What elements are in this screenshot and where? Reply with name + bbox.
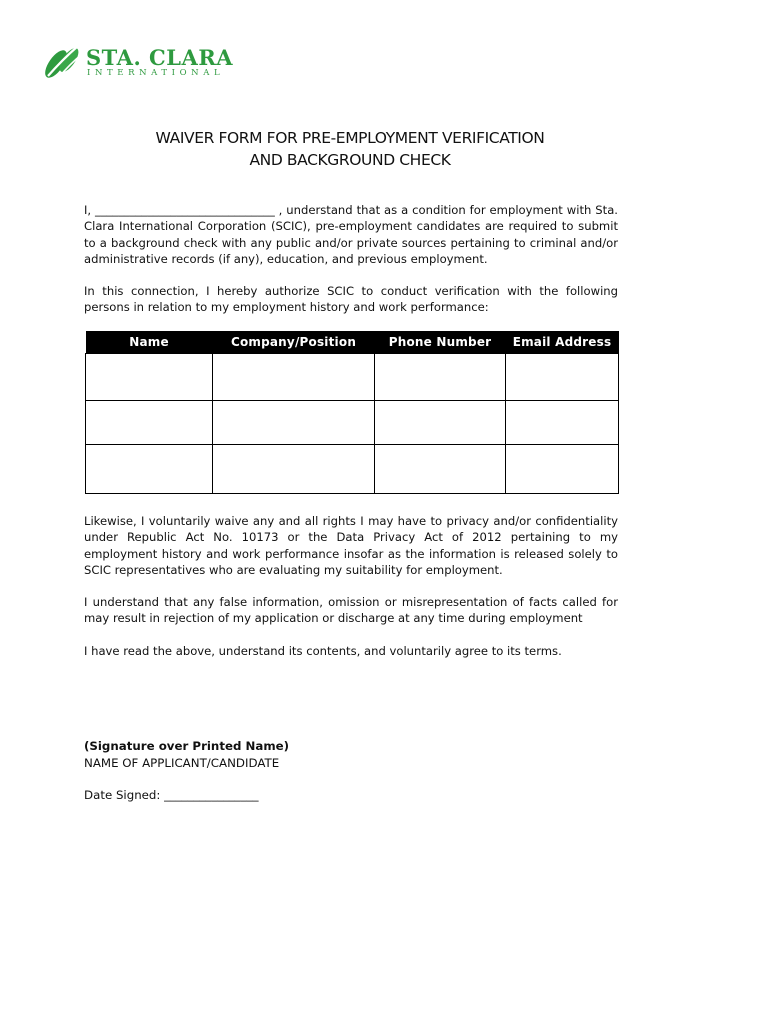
table-row <box>86 401 619 445</box>
company-position-cell[interactable] <box>213 445 375 494</box>
phone-number-cell[interactable] <box>375 445 506 494</box>
leaf-logo-icon <box>44 42 84 82</box>
references-table <box>85 331 619 494</box>
table-row <box>86 354 619 401</box>
email-address-cell[interactable] <box>506 445 619 494</box>
date-signed-field: Date Signed: ________________ <box>84 788 259 802</box>
name-cell[interactable] <box>86 354 213 401</box>
paragraph-agreement: I have read the above, understand its contents, and voluntarily agree to its terms. <box>84 644 562 658</box>
form-title-line-2: AND BACKGROUND CHECK <box>249 151 451 169</box>
company-logo <box>44 42 234 82</box>
logo-name: STA. CLARA <box>86 45 234 70</box>
company-position-cell[interactable] <box>213 401 375 445</box>
paragraph-false-information: I understand that any false information, omission or misrepresentation of facts called for may result in rejection of my application or discharge at any time during employment <box>84 595 618 626</box>
paragraph-privacy-waiver: Likewise, I voluntarily waive any and all rights I may have to privacy and/or confidentiality under Republic Act No. 10173 or the Data Privacy Act of 2012 pertaining to my employment history and work performance insofar as the information is released solely to SCIC representatives who are evaluating my suitability for employment. <box>84 514 618 577</box>
signature-label: (Signature over Printed Name) <box>84 739 290 753</box>
column-header-phone-number: Phone Number <box>375 331 506 354</box>
name-cell[interactable] <box>86 445 213 494</box>
applicant-name-label: NAME OF APPLICANT/CANDIDATE <box>84 756 280 770</box>
phone-number-cell[interactable] <box>375 401 506 445</box>
column-header-email-address: Email Address <box>506 331 619 354</box>
paragraph-authorization: In this connection, I hereby authorize SCIC to conduct verification with the following persons in relation to my employment history and work performance: <box>84 284 618 315</box>
phone-number-cell[interactable] <box>375 354 506 401</box>
company-position-cell[interactable] <box>213 354 375 401</box>
name-cell[interactable] <box>86 401 213 445</box>
logo-subtitle: INTERNATIONAL <box>87 68 225 78</box>
column-header-name: Name <box>86 331 213 354</box>
table-header-row <box>86 331 619 354</box>
email-address-cell[interactable] <box>506 401 619 445</box>
column-header-company-position: Company/Position <box>213 331 375 354</box>
paragraph-condition: I, _______________________________ , understand that as a condition for employment with Sta. Clara International Corporation (SCIC), pre-employment candidates are required to submit to a background check with any public and/or private sources pertaining to criminal and/or administrative records (if any), education, and previous employment. <box>84 203 618 266</box>
table-row <box>86 445 619 494</box>
email-address-cell[interactable] <box>506 354 619 401</box>
form-title-line-1: WAIVER FORM FOR PRE-EMPLOYMENT VERIFICATION <box>155 129 545 147</box>
